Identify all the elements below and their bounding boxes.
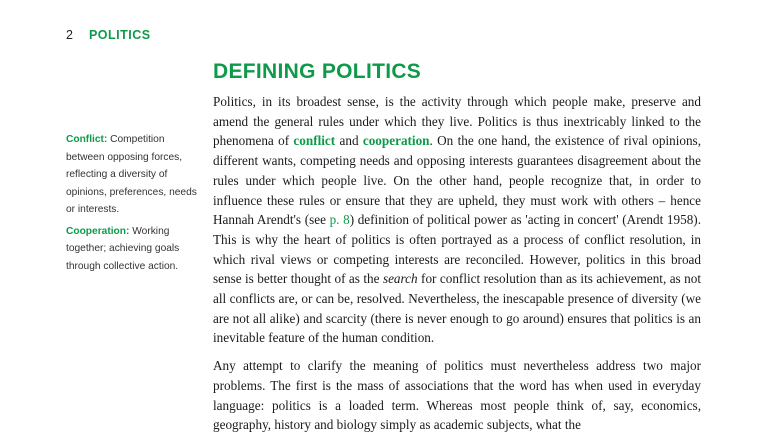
text-run: and bbox=[335, 133, 363, 149]
paragraph-1 bbox=[213, 92, 701, 348]
glossary-definition: Competition between opposing forces, reflecting a diversity of opinions, preferences, needs or interests. bbox=[66, 134, 197, 215]
text-run: . On the one hand, the existence of rival opinions, different wants, competing needs and opposing interests guarantees disagreement about the rules under which people live. On the other hand, people recognize that, in order to influence these rules or ensure that they are upheld, they must work with others – hence Hannah Arendt's (see bbox=[213, 133, 701, 228]
emphasis-search: search bbox=[382, 271, 418, 287]
text-run: Politics, in its broadest sense, is the activity through which people make, preserve and amend the general rules under which they live. Politics is thus inextricably linked to the phenomena of bbox=[213, 94, 701, 149]
text-run: ) definition of political power as 'acting in concert' (Arendt 1958). This is why the heart of politics is often portrayed as a process of conflict resolution, in which rival views or competing interests are reconciled. However, politics in this broad sense is better thought of as the bbox=[213, 212, 701, 287]
glossary-entry-conflict bbox=[66, 131, 201, 219]
page-reference-link[interactable]: p. 8 bbox=[329, 212, 350, 228]
glossary-entry-cooperation bbox=[66, 223, 201, 276]
glossary-term: Conflict: bbox=[66, 134, 108, 145]
keyword-cooperation: cooperation bbox=[362, 133, 430, 149]
glossary-term: Cooperation: bbox=[66, 225, 130, 237]
text-run: for conflict resolution than as its achievement, as not all conflicts are, or can be, resolved. Nevertheless, the inescapable presence of diversity (we are not all alike) and scarcity (there is never enough to go around) ensures that politics is an inevitable feature of the human condition. bbox=[213, 271, 701, 346]
paragraph-2: Any attempt to clarify the meaning of politics must nevertheless address two major problems. The first is the mass of associations that the word has when used in everyday language: politics is a loaded term. Whereas most people think of, say, economics, geography, history and biology simply as academic subjects, what the bbox=[213, 358, 701, 433]
keyword-conflict: conflict bbox=[293, 133, 336, 149]
glossary-definition: Working together; achieving goals through collective action. bbox=[66, 225, 180, 272]
running-title: POLITICS bbox=[88, 28, 151, 42]
section-heading: DEFINING POLITICS bbox=[213, 60, 422, 83]
page-number: 2 bbox=[66, 28, 73, 42]
body-text bbox=[213, 92, 701, 435]
glossary-sidebar bbox=[66, 131, 201, 279]
running-head bbox=[66, 28, 151, 42]
